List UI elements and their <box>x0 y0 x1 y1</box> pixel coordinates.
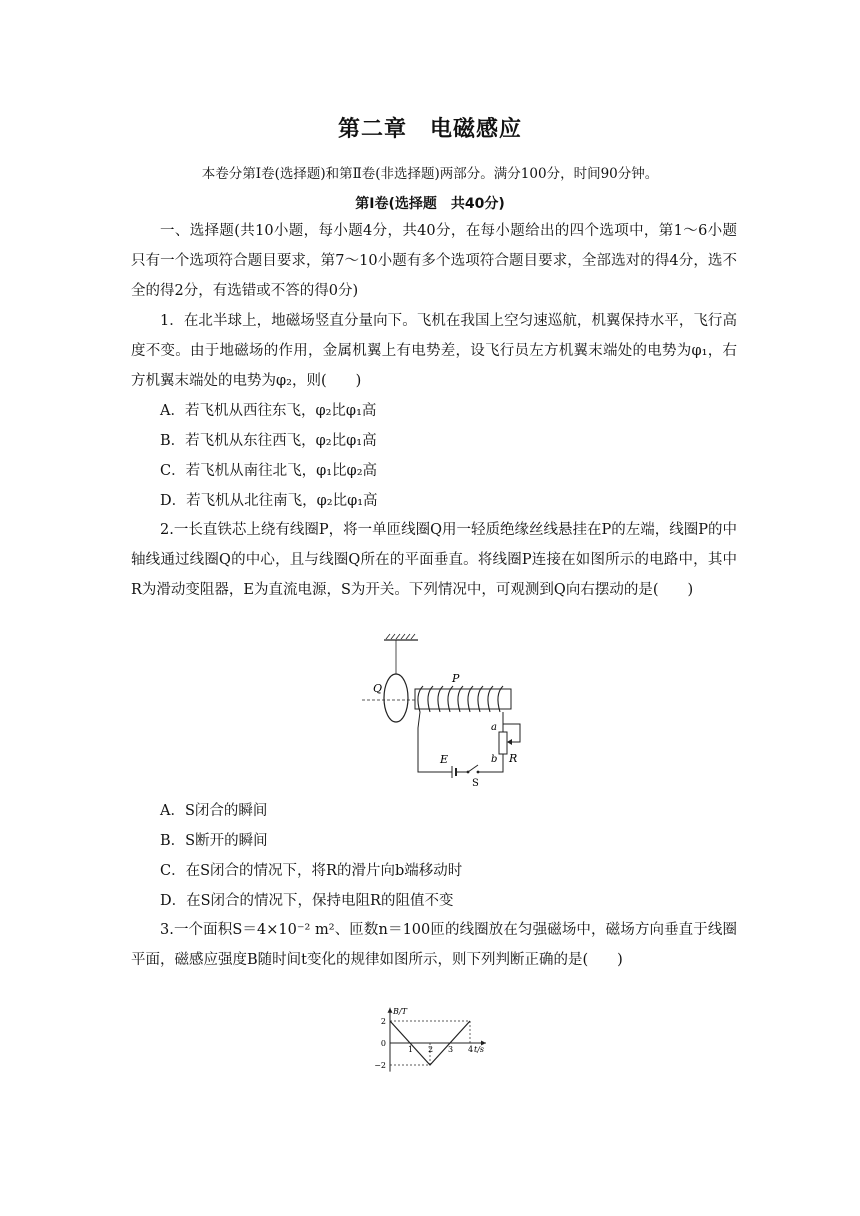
question-2-option-d: D．在S闭合的情况下，保持电阻R的阻值不变 <box>160 893 454 909</box>
circuit-figure <box>360 632 550 792</box>
label-p: P <box>452 672 460 685</box>
label-q: Q <box>373 682 383 695</box>
y-tick-label: −2 <box>374 1061 386 1070</box>
x-axis-label: t/s <box>474 1045 485 1054</box>
question-1-option-d: D．若飞机从北往南飞，φ₂比φ₁高 <box>160 493 378 509</box>
x-tick-label: 4 <box>468 1045 474 1054</box>
exam-intro: 本卷分第Ⅰ卷(选择题)和第Ⅱ卷(非选择题)两部分。满分100分，时间90分钟。 <box>201 166 659 182</box>
label-b: b <box>491 754 498 765</box>
question-2-option-a: A．S闭合的瞬间 <box>160 803 268 819</box>
question-1-stem: 1．在北半球上，地磁场竖直分量向下。飞机在我国上空匀速巡航，机翼保持水平，飞行高度不变。由于地磁场的作用，金属机翼上有电势差，设飞行员左方机翼末端处的电势为φ₁，右方机翼末端处的电势为φ₂，则( ) <box>131 313 737 389</box>
x-tick-label: 3 <box>448 1045 454 1054</box>
question-2-option-c: C．在S闭合的情况下，将R的滑片向b端移动时 <box>160 863 463 879</box>
y-axis-label: B/T <box>393 1006 407 1016</box>
b-t-chart <box>360 980 530 1085</box>
instructions: 一、选择题(共10小题，每小题4分，共40分，在每小题给出的四个选项中，第1～6小题只有一个选项符合题目要求，第7～10小题有多个选项符合题目要求，全部选对的得4分，选不全的得2分，有选错或不答的得0分) <box>131 223 737 299</box>
question-2-option-b: B．S断开的瞬间 <box>160 833 268 849</box>
x-tick-label: 2 <box>428 1045 434 1054</box>
label-r: R <box>509 752 518 765</box>
x-tick-label: 1 <box>408 1045 414 1054</box>
section-title: 第Ⅰ卷(选择题 共40分) <box>355 196 505 212</box>
y-tick-label: 2 <box>380 1017 386 1026</box>
y-tick-label: 0 <box>380 1039 386 1048</box>
question-1-option-b: B．若飞机从东往西飞，φ₂比φ₁高 <box>160 433 377 449</box>
chapter-title: 第二章 电磁感应 <box>337 117 522 142</box>
question-1-option-c: C．若飞机从南往北飞，φ₁比φ₂高 <box>160 463 378 479</box>
label-a: a <box>491 722 497 733</box>
label-e: E <box>440 753 449 766</box>
y-axis-arrow <box>388 1008 393 1013</box>
question-2-stem: 2.一长直铁芯上绕有线圈P，将一单匝线圈Q用一轻质绝缘丝线悬挂在P的左端，线圈P的中轴线通过线圈Q的中心，且与线圈Q所在的平面垂直。将线圈P连接在如图所示的电路中，其中R为滑动变阻器，E为直流电源，S为开关。下列情况中，可观测到Q向右摆动的是( ) <box>131 522 737 598</box>
question-3-stem: 3.一个面积S＝4×10⁻² m²、匝数n＝100匝的线圈放在匀强磁场中，磁场方向垂直于线圈平面，磁感应强度B随时间t变化的规律如图所示，则下列判断正确的是( ) <box>131 922 737 968</box>
question-1-option-a: A．若飞机从西往东飞，φ₂比φ₁高 <box>160 403 377 419</box>
label-s: S <box>472 778 479 789</box>
